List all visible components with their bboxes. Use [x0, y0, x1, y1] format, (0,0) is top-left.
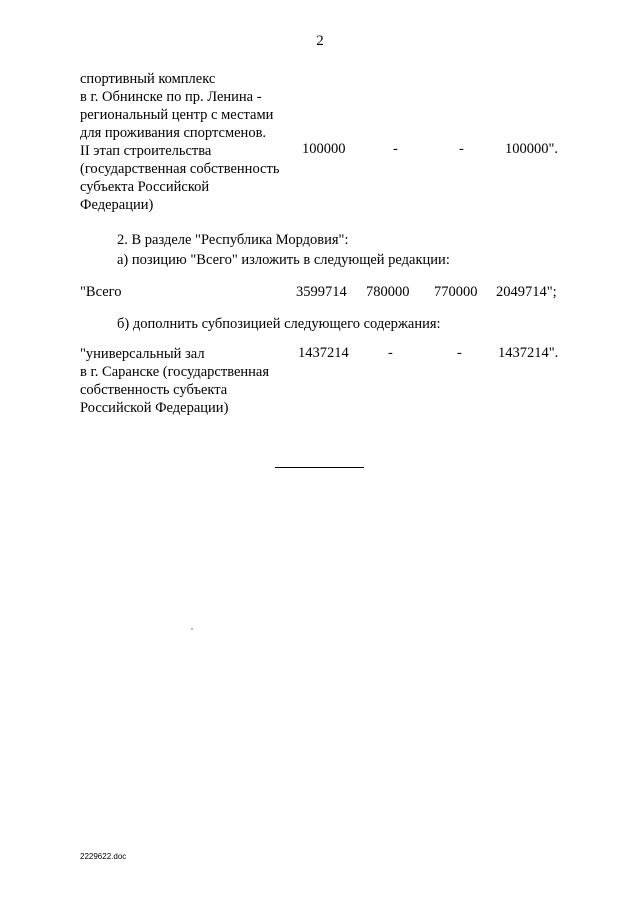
- second-item-line: Российской Федерации): [80, 400, 229, 416]
- total-row-value-3: 770000: [434, 284, 478, 300]
- total-row-value-4: 2049714";: [496, 284, 557, 300]
- second-item-description: [80, 345, 290, 417]
- document-filename: 2229622.doc: [80, 852, 127, 861]
- first-item-line: Федерации): [80, 197, 154, 213]
- end-divider-line: [275, 467, 364, 468]
- second-item-value-total: 1437214: [298, 345, 349, 361]
- total-row-value-1: 3599714: [296, 284, 347, 300]
- first-item-line: в г. Обнинске по пр. Ленина -: [80, 89, 262, 105]
- second-item-value-col4: 1437214".: [498, 345, 559, 361]
- scan-speck: [191, 628, 193, 630]
- second-item-value-col3: -: [457, 345, 462, 361]
- first-item-value-col2: -: [393, 141, 398, 157]
- first-item-line: региональный центр с местами: [80, 107, 274, 123]
- second-item-line: "универсальный зал: [80, 346, 205, 362]
- page-number: 2: [316, 33, 324, 49]
- first-item-value-col4: 100000".: [505, 141, 559, 157]
- first-item-line: субъекта Российской: [80, 179, 210, 195]
- first-item-line: (государственная собственность: [80, 161, 280, 177]
- first-item-line: II этап строительства: [80, 143, 212, 159]
- first-item-value-col3: -: [459, 141, 464, 157]
- second-item-value-col2: -: [388, 345, 393, 361]
- first-item-line: спортивный комплекс: [80, 71, 216, 87]
- first-item-description: [80, 70, 290, 214]
- second-item-line: в г. Саранске (государственная: [80, 364, 270, 380]
- second-item-line: собственность субъекта: [80, 382, 228, 398]
- first-item-line: для проживания спортсменов.: [80, 125, 267, 141]
- paragraph-a: а) позицию "Всего" изложить в следующей редакции:: [117, 252, 450, 268]
- paragraph-b: б) дополнить субпозицией следующего содержания:: [117, 316, 441, 332]
- total-row-value-2: 780000: [366, 284, 410, 300]
- total-row-label: "Всего: [80, 284, 122, 300]
- paragraph-section-2: 2. В разделе "Республика Мордовия":: [117, 232, 349, 248]
- first-item-value-total: 100000: [302, 141, 346, 157]
